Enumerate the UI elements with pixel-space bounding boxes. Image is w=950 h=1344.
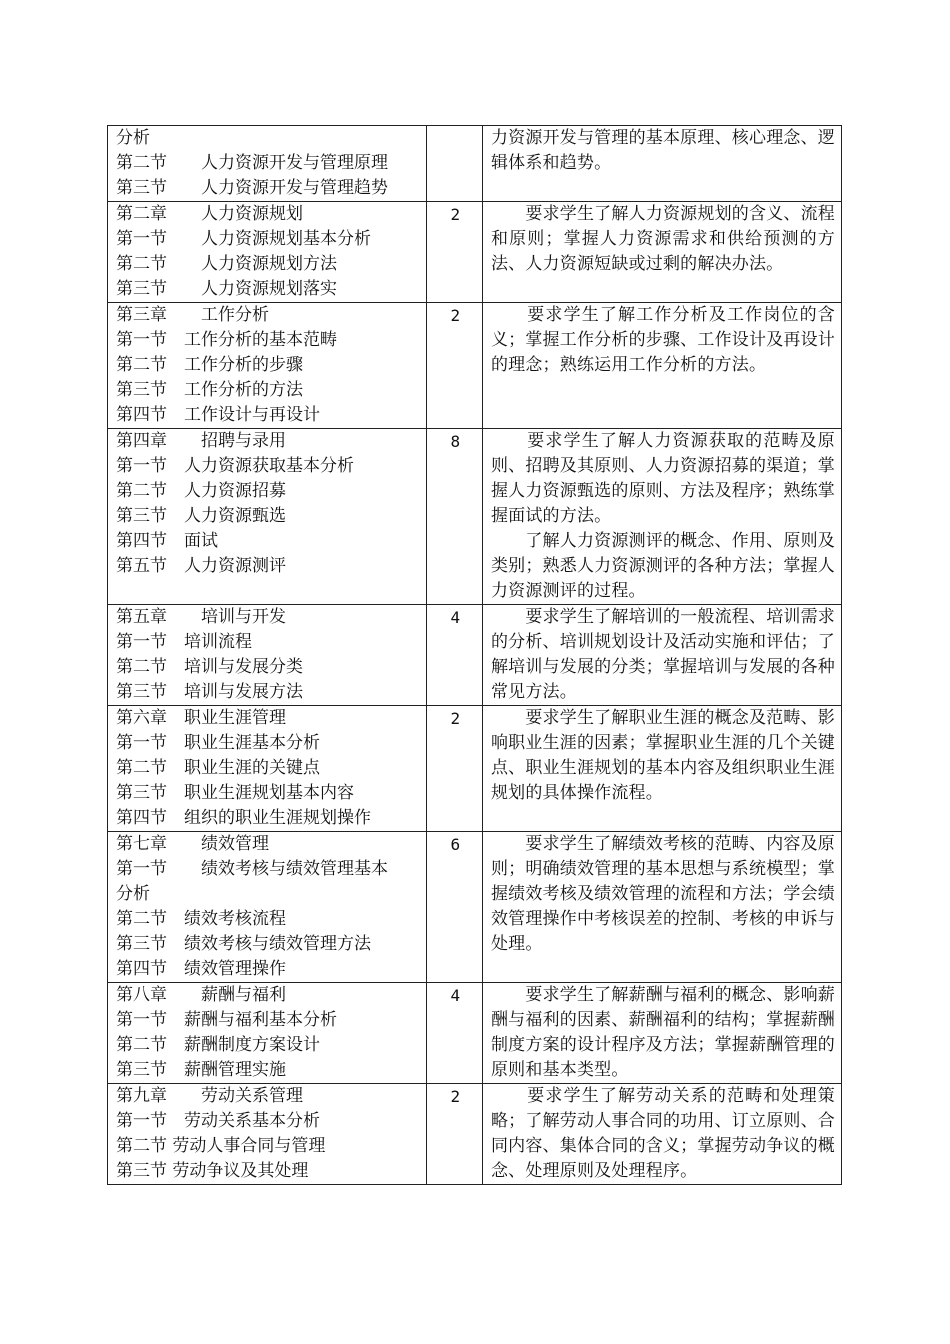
topic-line: 第六章 职业生涯管理 xyxy=(116,708,286,728)
topic-line: 第四节 组织的职业生涯规划操作 xyxy=(116,808,371,828)
topic-line: 第一节 人力资源规划基本分析 xyxy=(116,229,371,249)
topic-line: 第二章 人力资源规划 xyxy=(116,204,303,224)
requirement-paragraph: 力资源开发与管理的基本原理、核心理念、逻辑体系和趋势。 xyxy=(490,128,835,173)
chapter-topics-cell xyxy=(108,605,427,706)
topic-line: 第九章 劳动关系管理 xyxy=(116,1086,303,1106)
topic-line: 第二节 培训与发展分类 xyxy=(116,657,303,677)
hours-value: 4 xyxy=(450,608,461,627)
hours-cell xyxy=(426,1084,482,1185)
topic-line: 第五节 人力资源测评 xyxy=(116,556,286,576)
chapter-topics-cell xyxy=(108,706,427,832)
topic-line: 分析 xyxy=(116,128,150,148)
topic-line: 第一节 绩效考核与绩效管理基本 xyxy=(116,859,388,879)
topic-line: 第三章 工作分析 xyxy=(116,305,269,325)
table-row xyxy=(108,1084,842,1185)
chapter-topics-cell xyxy=(108,1084,427,1185)
topic-line: 第三节 劳动争议及其处理 xyxy=(116,1161,309,1181)
hours-value: 8 xyxy=(450,432,461,451)
topic-line: 第二节 绩效考核流程 xyxy=(116,909,286,929)
topic-line: 第三节 人力资源甄选 xyxy=(116,506,286,526)
hours-cell xyxy=(426,605,482,706)
topic-line: 第二节 人力资源开发与管理原理 xyxy=(116,153,388,173)
chapter-topics-cell xyxy=(108,429,427,605)
topic-line: 第三节 工作分析的方法 xyxy=(116,380,303,400)
requirement-paragraph: 要求学生了解职业生涯的概念及范畴、影响职业生涯的因素；掌握职业生涯的几个关键点、职业生涯规划的基本内容及组织职业生涯规划的具体操作流程。 xyxy=(490,708,835,803)
topic-line: 第二节 人力资源规划方法 xyxy=(116,254,337,274)
requirements-cell xyxy=(482,202,841,303)
topic-line: 第七章 绩效管理 xyxy=(116,834,269,854)
topic-line: 第四节 绩效管理操作 xyxy=(116,959,286,979)
topic-line: 第一节 人力资源获取基本分析 xyxy=(116,456,354,476)
hours-value: 2 xyxy=(450,709,461,728)
topic-line: 第三节 薪酬管理实施 xyxy=(116,1060,286,1080)
topic-line: 分析 xyxy=(116,884,150,904)
requirements-cell xyxy=(482,126,841,202)
requirements-cell xyxy=(482,832,841,983)
hours-cell xyxy=(426,983,482,1084)
chapter-topics-cell xyxy=(108,202,427,303)
topic-line: 第三节 绩效考核与绩效管理方法 xyxy=(116,934,371,954)
hours-cell xyxy=(426,202,482,303)
hours-cell xyxy=(426,126,482,202)
topic-line: 第三节 职业生涯规划基本内容 xyxy=(116,783,354,803)
topic-line: 第四节 面试 xyxy=(116,531,218,551)
requirement-paragraph: 要求学生了解薪酬与福利的概念、影响薪酬与福利的因素、薪酬福利的结构；掌握薪酬制度方案的设计程序及方法；掌握薪酬管理的原则和基本类型。 xyxy=(490,985,835,1080)
hours-cell xyxy=(426,832,482,983)
requirement-paragraph: 要求学生了解工作分析及工作岗位的含义；掌握工作分析的步骤、工作设计及再设计的理念；熟练运用工作分析的方法。 xyxy=(490,305,835,375)
requirements-cell xyxy=(482,706,841,832)
chapter-topics-cell xyxy=(108,832,427,983)
topic-line: 第一节 职业生涯基本分析 xyxy=(116,733,320,753)
syllabus-table-body xyxy=(108,126,842,1185)
table-row xyxy=(108,605,842,706)
topic-line: 第一节 工作分析的基本范畴 xyxy=(116,330,337,350)
requirement-paragraph: 要求学生了解人力资源获取的范畴及原则、招聘及其原则、人力资源招募的渠道；掌握人力资源甄选的原则、方法及程序；熟练掌握面试的方法。 xyxy=(490,431,835,526)
topic-line: 第二节 人力资源招募 xyxy=(116,481,286,501)
chapter-topics-cell xyxy=(108,303,427,429)
hours-value: 6 xyxy=(450,835,461,854)
requirement-paragraph: 要求学生了解人力资源规划的含义、流程和原则；掌握人力资源需求和供给预测的方法、人力资源短缺或过剩的解决办法。 xyxy=(490,204,835,274)
table-row xyxy=(108,706,842,832)
requirements-cell xyxy=(482,983,841,1084)
table-row xyxy=(108,983,842,1084)
table-row xyxy=(108,832,842,983)
topic-line: 第四节 工作设计与再设计 xyxy=(116,405,320,425)
hours-cell xyxy=(426,303,482,429)
chapter-topics-cell xyxy=(108,983,427,1084)
topic-line: 第三节 人力资源规划落实 xyxy=(116,279,337,299)
syllabus-table xyxy=(107,125,842,1185)
topic-line: 第三节 培训与发展方法 xyxy=(116,682,303,702)
topic-line: 第二节 劳动人事合同与管理 xyxy=(116,1136,326,1156)
requirement-paragraph: 要求学生了解劳动关系的范畴和处理策略；了解劳动人事合同的功用、订立原则、合同内容、集体合同的含义；掌握劳动争议的概念、处理原则及处理程序。 xyxy=(490,1086,835,1181)
requirement-paragraph: 要求学生了解绩效考核的范畴、内容及原则；明确绩效管理的基本思想与系统模型；掌握绩效考核及绩效管理的流程和方法；学会绩效管理操作中考核误差的控制、考核的申诉与处理。 xyxy=(490,834,835,954)
topic-line: 第二节 工作分析的步骤 xyxy=(116,355,303,375)
hours-cell xyxy=(426,429,482,605)
requirements-cell xyxy=(482,605,841,706)
requirements-cell xyxy=(482,303,841,429)
hours-value: 2 xyxy=(450,1087,461,1106)
table-row xyxy=(108,429,842,605)
topic-line: 第二节 职业生涯的关键点 xyxy=(116,758,320,778)
topic-line: 第四章 招聘与录用 xyxy=(116,431,286,451)
chapter-topics-cell xyxy=(108,126,427,202)
table-row xyxy=(108,126,842,202)
topic-line: 第二节 薪酬制度方案设计 xyxy=(116,1035,320,1055)
requirements-cell xyxy=(482,429,841,605)
topic-line: 第八章 薪酬与福利 xyxy=(116,985,286,1005)
table-row xyxy=(108,202,842,303)
requirement-paragraph: 要求学生了解培训的一般流程、培训需求的分析、培训规划设计及活动实施和评估；了解培训与发展的分类；掌握培训与发展的各种常见方法。 xyxy=(490,607,835,702)
hours-cell xyxy=(426,706,482,832)
hours-value: 4 xyxy=(450,986,461,1005)
topic-line: 第一节 劳动关系基本分析 xyxy=(116,1111,320,1131)
hours-value: 2 xyxy=(450,205,461,224)
topic-line: 第三节 人力资源开发与管理趋势 xyxy=(116,178,388,198)
topic-line: 第一节 培训流程 xyxy=(116,632,252,652)
topic-line: 第五章 培训与开发 xyxy=(116,607,286,627)
requirement-paragraph: 了解人力资源测评的概念、作用、原则及类别；熟悉人力资源测评的各种方法；掌握人力资源测评的过程。 xyxy=(490,531,835,601)
hours-value: 2 xyxy=(450,306,461,325)
table-row xyxy=(108,303,842,429)
requirements-cell xyxy=(482,1084,841,1185)
topic-line: 第一节 薪酬与福利基本分析 xyxy=(116,1010,337,1030)
